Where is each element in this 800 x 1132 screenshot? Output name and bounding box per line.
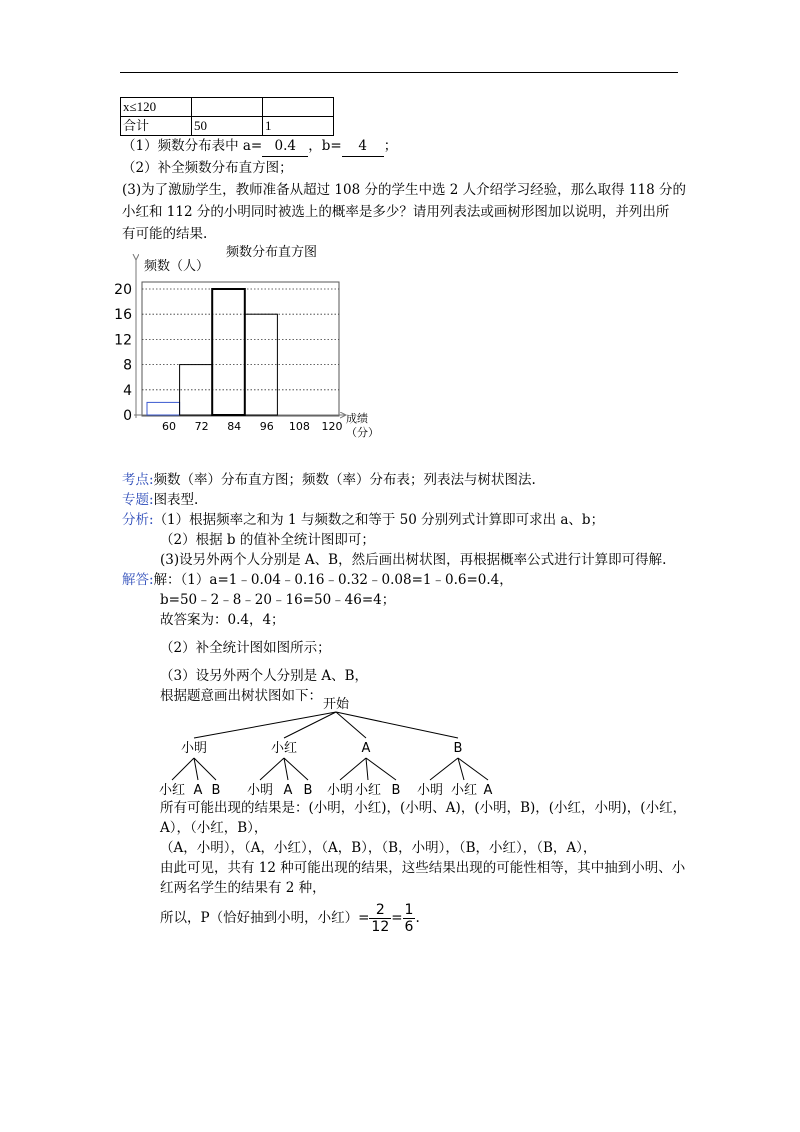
- jieda-label: 解答:: [122, 572, 154, 588]
- histogram-bar: [212, 289, 245, 415]
- tree-leaf: 小明: [416, 783, 444, 798]
- y-tick-label: 20: [114, 282, 132, 298]
- answer-a: 0.4: [262, 136, 308, 157]
- fenxi-3: (3)设另外两个人分别是 A、B，然后画出树状图，再根据概率公式进行计算即可得解.: [160, 552, 667, 568]
- y-tick-label: 4: [123, 382, 132, 399]
- fraction-2-12: [369, 902, 391, 935]
- frequency-table: [120, 97, 334, 136]
- tree-node: 小红: [270, 741, 298, 756]
- tree-branch: [172, 758, 194, 780]
- x-tick-label: 120: [321, 420, 343, 433]
- tree-leaf: A: [483, 783, 493, 798]
- table-cell: [192, 98, 263, 117]
- chart-title: 频数分布直方图: [226, 245, 318, 260]
- tree-branch: [284, 712, 336, 738]
- fenxi-1: （1）根据频率之和为 1 与频数之和等于 50 分别列式计算即可求出 a、b；: [153, 512, 605, 528]
- histogram-bar: [147, 402, 180, 415]
- tree-leaf: A: [193, 783, 203, 798]
- tree-branch: [260, 758, 284, 780]
- table-cell: 50: [192, 117, 263, 136]
- zhuanti-text: 图表型.: [153, 492, 199, 508]
- table-cell: x≤120: [121, 98, 192, 117]
- tree-leaf: A: [283, 783, 293, 798]
- tree-branch: [458, 758, 488, 780]
- tree-branch: [336, 712, 366, 738]
- tree-leaf: 小红: [158, 783, 186, 798]
- jieda-2: b=50﹣2﹣8﹣20﹣16=50﹣46=4；: [160, 592, 396, 608]
- answer-b: 4: [342, 136, 384, 157]
- tree-node: A: [361, 741, 371, 756]
- tree-root: 开始: [322, 697, 350, 712]
- kaodian-label: 考点:: [122, 472, 154, 488]
- result-1: 所有可能出现的结果是：(小明，小红)，(小明、A)，(小明，B)，(小红，小明)，(小红，: [160, 800, 687, 816]
- jieda-1: 解：（1）a=1﹣0.04﹣0.16﹣0.32﹣0.08=1﹣0.6=0.4，: [153, 572, 513, 588]
- question-3-line-1: (3)为了激励学生，教师准备从超过 108 分的学生中选 2 人介绍学习经验，那么取得 118 分的: [122, 182, 686, 198]
- tree-branch: [430, 758, 458, 780]
- tree-node: 小明: [180, 741, 208, 756]
- result-5: 红两名学生的结果有 2 种，: [160, 880, 326, 896]
- q1-mid: ，b=: [308, 138, 342, 154]
- fenxi-label: 分析:: [122, 512, 154, 528]
- x-tick-label: 108: [288, 420, 310, 433]
- plot-frame: [142, 282, 339, 416]
- table-cell: [263, 98, 334, 117]
- x-tick-label: 84: [227, 420, 242, 433]
- tree-leaf: B: [391, 783, 401, 798]
- probability-end: .: [415, 910, 420, 926]
- q1-end: ；: [383, 138, 398, 154]
- x-axis-label: [346, 411, 379, 439]
- tree-leaf: 小明: [246, 783, 274, 798]
- table-row: [121, 117, 334, 136]
- tree-leaf: B: [211, 783, 221, 798]
- jieda-line: [122, 570, 513, 590]
- zhuanti-line: [122, 490, 198, 510]
- kaodian-line: [122, 470, 536, 490]
- y-tick-label: 12: [114, 332, 132, 349]
- tree-branch: [336, 712, 458, 738]
- tree-leaf: 小红: [354, 783, 382, 798]
- question-2: （2）补全频数分布直方图；: [122, 160, 293, 176]
- jieda-3: 故答案为：0.4，4；: [160, 612, 285, 628]
- zhuanti-label: 专题:: [122, 492, 154, 508]
- tree-node: B: [453, 741, 463, 756]
- fraction-1-6: [403, 902, 416, 935]
- tree-branch: [366, 758, 396, 780]
- probability-prefix: 所以，P（恰好抽到小明，小红）=: [160, 910, 370, 926]
- top-rule: [120, 72, 678, 73]
- x-tick-label: 96: [259, 420, 274, 433]
- tree-branch: [194, 712, 336, 738]
- fraction-denominator: 6: [404, 919, 414, 935]
- table-row: [121, 98, 334, 117]
- result-4: 由此可见，共有 12 种可能出现的结果，这些结果出现的可能性相等，其中抽到小明、小: [160, 860, 686, 876]
- fenxi-line: [122, 510, 604, 530]
- tree-branch: [366, 758, 368, 780]
- tree-leaf: 小明: [326, 783, 354, 798]
- x-axis-label-line-2: （分）: [346, 426, 379, 439]
- q1-prefix: （1）频数分布表中 a=: [122, 138, 263, 154]
- fraction-denominator: 12: [371, 919, 390, 935]
- tree-branch: [340, 758, 366, 780]
- x-axis-label-line-1: 成绩: [346, 412, 368, 425]
- jieda-5: （3）设另外两个人分别是 A、B，: [160, 668, 369, 684]
- fenxi-2: （2）根据 b 的值补全统计图即可；: [160, 532, 375, 548]
- y-tick-label: 8: [123, 357, 132, 374]
- tree-leaf: B: [303, 783, 313, 798]
- question-3-line-2: 小红和 112 分的小明同时被选上的概率是多少？请用列表法或画树形图加以说明，并列出所: [122, 204, 670, 220]
- question-1: [122, 136, 397, 157]
- y-tick-label: 0: [123, 408, 132, 424]
- probability-line: [160, 900, 420, 936]
- y-axis-label: 频数（人）: [144, 259, 210, 274]
- x-tick-label: 60: [162, 420, 176, 433]
- equals-sign: =: [391, 910, 403, 926]
- tree-leaf: 小红: [450, 783, 478, 798]
- jieda-6: 根据题意画出树状图如下：: [160, 688, 322, 704]
- tree-diagram: [150, 694, 530, 800]
- table-cell: 1: [263, 117, 334, 136]
- question-3-line-3: 有可能的结果.: [122, 226, 208, 242]
- jieda-4: （2）补全统计图如图所示；: [160, 640, 331, 656]
- histogram-chart: [110, 238, 410, 448]
- x-tick-label: 72: [194, 420, 209, 433]
- result-3: （A，小明），（A，小红），（A，B），（B，小明），（B，小红），（B，A），: [160, 840, 597, 856]
- table-cell: 合计: [121, 117, 192, 136]
- y-tick-label: 16: [114, 307, 132, 324]
- result-2: A），（小红，B），: [160, 820, 268, 836]
- fraction-numerator: 2: [369, 902, 391, 919]
- fraction-numerator: 1: [404, 902, 414, 918]
- kaodian-text: 频数（率）分布直方图；频数（率）分布表；列表法与树状图法.: [153, 472, 536, 488]
